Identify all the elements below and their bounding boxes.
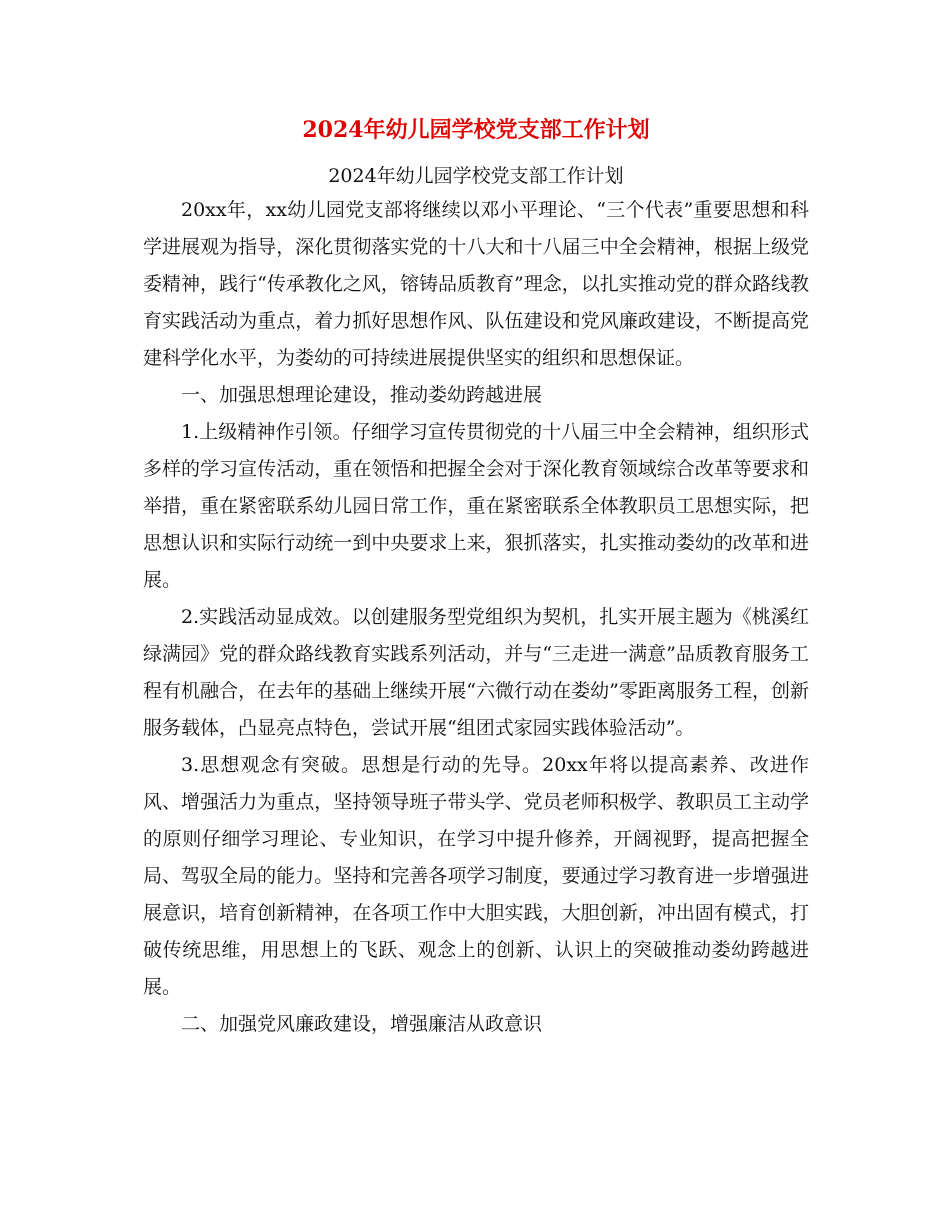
paragraph-1-3: 3.思想观念有突破。思想是行动的先导。20xx年将以提高素养、改进作风、增强活力为重点，坚持领导班子带头学、党员老师积极学、教职员工主动学的原则仔细学习理论、专业知识，在学习中提升修养，开阔视野，提高把握全局、驾驭全局的能力。坚持和完善各项学习制度，要通过学习教育进一步增强进展意识，培育创新精神，在各项工作中大胆实践，大胆创新，冲出固有模式，打破传统思维，用思想上的飞跃、观念上的创新、认识上的突破推动娄幼跨越进展。: [143, 754, 809, 998]
document-subtitle: 2024年幼儿园学校党支部工作计划: [328, 165, 624, 187]
document-body: [143, 110, 809, 1043]
document-title: 2024年幼儿园学校党支部工作计划: [302, 117, 650, 143]
paragraph-1-1: 1.上级精神作引领。仔细学习宣传贯彻党的十八届三中全会精神，组织形式多样的学习宣传活动，重在领悟和把握全会对于深化教育领域综合改革等要求和举措，重在紧密联系幼儿园日常工作，重在紧密联系全体教职员工思想实际，把思想认识和实际行动统一到中央要求上来，狠抓落实，扎实推动娄幼的改革和进展。: [143, 421, 809, 591]
section-heading-1: 一、加强思想理论建设，推动娄幼跨越进展: [181, 384, 543, 406]
section-heading-2: 二、加强党风廉政建设，增强廉洁从政意识: [181, 1013, 543, 1035]
paragraph-1-2: 2.实践活动显成效。以创建服务型党组织为契机，扎实开展主题为《桃溪红绿满园》党的群众路线教育实践系列活动，并与“三走进一满意”品质教育服务工程有机融合，在去年的基础上继续开展“六微行动在娄幼”零距离服务工程，创新服务载体，凸显亮点特色，尝试开展“组团式家园实践体验活动”。: [143, 606, 809, 739]
paragraph-intro: 20xx年，xx幼儿园党支部将继续以邓小平理论、“三个代表”重要思想和科学进展观为指导，深化贯彻落实党的十八大和十八届三中全会精神，根据上级党委精神，践行“传承教化之风，镕铸品质教育”理念，以扎实推动党的群众路线教育实践活动为重点，着力抓好思想作风、队伍建设和党风廉政建设，不断提高党建科学化水平，为娄幼的可持续进展提供坚实的组织和思想保证。: [143, 199, 809, 369]
